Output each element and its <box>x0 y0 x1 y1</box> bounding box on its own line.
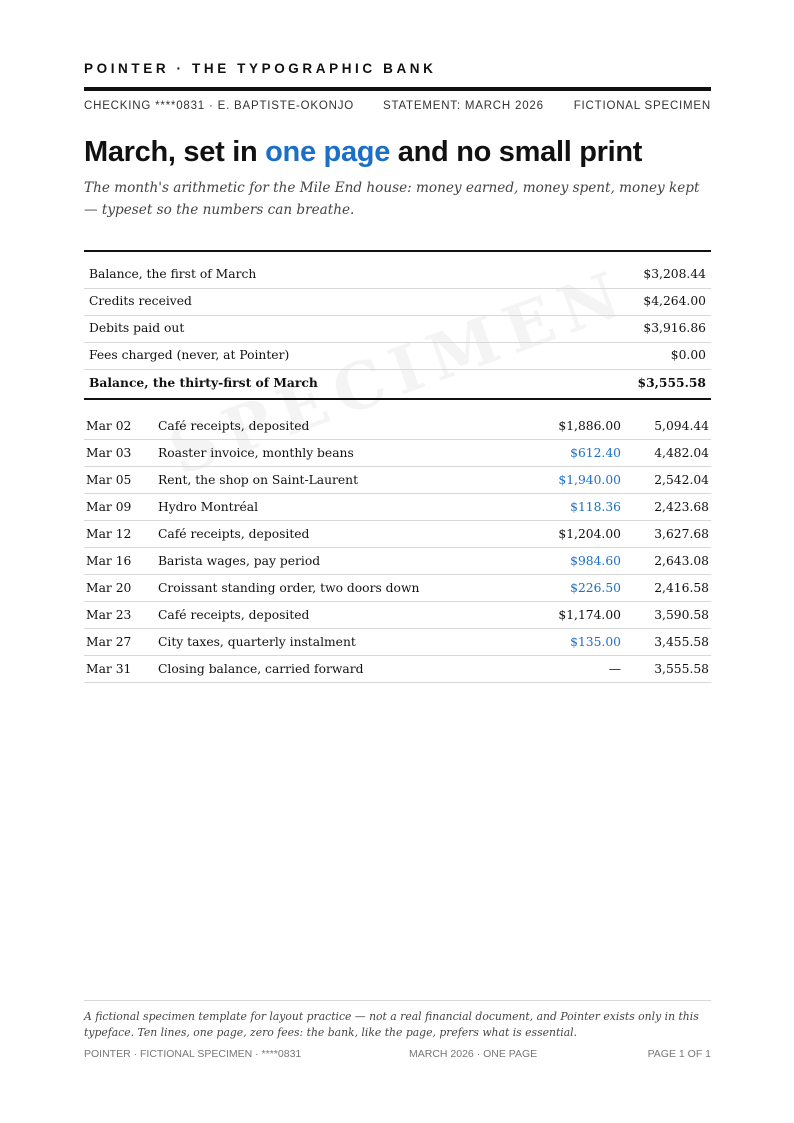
ledger-row <box>84 602 711 629</box>
ledger-description: Rent, the shop on Saint-Laurent <box>158 473 359 487</box>
summary-amount: $0.00 <box>670 348 706 362</box>
summary-label: Credits received <box>89 294 192 308</box>
ledger-amount: $1,204.00 <box>558 527 621 541</box>
ledger-date: Mar 31 <box>86 662 132 676</box>
summary-amount: $3,555.58 <box>637 375 706 390</box>
summary-label: Debits paid out <box>89 321 185 335</box>
footer-bar <box>84 1048 711 1062</box>
summary-row <box>84 343 711 370</box>
ledger-date: Mar 05 <box>86 473 132 487</box>
transaction-ledger <box>84 413 711 683</box>
ledger-amount: $984.60 <box>570 554 621 568</box>
summary-amount: $4,264.00 <box>643 294 706 308</box>
footer-page-number: PAGE 1 OF 1 <box>647 1048 711 1060</box>
ledger-row <box>84 413 711 440</box>
ledger-row <box>84 494 711 521</box>
ledger-date: Mar 12 <box>86 527 132 541</box>
ledger-balance: 2,423.68 <box>654 500 709 514</box>
ledger-amount: $118.36 <box>570 500 621 514</box>
ledger-amount: $1,940.00 <box>558 473 621 487</box>
summary-amount: $3,208.44 <box>643 267 706 281</box>
title-before: March, set in <box>84 136 266 168</box>
ledger-description: Hydro Montréal <box>158 500 259 514</box>
ledger-row <box>84 575 711 602</box>
ledger-balance: 2,643.08 <box>654 554 709 568</box>
summary-amount: $3,916.86 <box>643 321 706 335</box>
ledger-row <box>84 521 711 548</box>
title-accent: one page <box>265 136 391 168</box>
ledger-row <box>84 656 711 683</box>
ledger-balance: 2,416.58 <box>654 581 709 595</box>
ledger-date: Mar 23 <box>86 608 132 622</box>
summary-label: Balance, the thirty-first of March <box>89 375 318 390</box>
ledger-description: Roaster invoice, monthly beans <box>158 446 354 460</box>
ledger-balance: 3,590.58 <box>654 608 709 622</box>
title-after: and no small print <box>390 136 643 168</box>
ledger-amount: $1,886.00 <box>558 419 621 433</box>
ledger-amount: — <box>608 662 621 676</box>
ledger-date: Mar 02 <box>86 419 132 433</box>
ledger-description: Barista wages, pay period <box>158 554 321 568</box>
ledger-description: Café receipts, deposited <box>158 419 310 433</box>
ledger-row <box>84 629 711 656</box>
bank-brand: POINTER · THE TYPOGRAPHIC BANK <box>84 61 437 76</box>
footer-left: POINTER · FICTIONAL SPECIMEN · ****0831 <box>84 1048 302 1060</box>
ledger-date: Mar 27 <box>86 635 132 649</box>
summary-label: Fees charged (never, at Pointer) <box>89 348 290 362</box>
balance-summary <box>84 250 711 400</box>
ledger-balance: 3,627.68 <box>654 527 709 541</box>
ledger-description: Closing balance, carried forward <box>158 662 364 676</box>
ledger-balance: 3,455.58 <box>654 635 709 649</box>
ledger-balance: 3,555.58 <box>654 662 709 676</box>
ledger-row <box>84 440 711 467</box>
footer-note: A fictional specimen template for layout practice — not a real financial document, and Pointer exists only in this typeface. Ten lines, one page, zero fees: the bank, like the page, prefers what is essential. <box>84 1010 699 1039</box>
ledger-balance: 4,482.04 <box>654 446 709 460</box>
ledger-description: Croissant standing order, two doors down <box>158 581 420 595</box>
ledger-row <box>84 467 711 494</box>
ledger-date: Mar 16 <box>86 554 132 568</box>
ledger-description: Café receipts, deposited <box>158 608 310 622</box>
header-rule <box>84 87 711 91</box>
ledger-amount: $226.50 <box>570 581 621 595</box>
summary-total-row <box>84 370 711 398</box>
summary-row <box>84 316 711 343</box>
ledger-description: City taxes, quarterly instalment <box>158 635 356 649</box>
summary-row <box>84 289 711 316</box>
account-info: CHECKING ****0831 · E. BAPTISTE-OKONJO <box>84 100 355 112</box>
ledger-amount: $1,174.00 <box>558 608 621 622</box>
ledger-balance: 2,542.04 <box>654 473 709 487</box>
specimen-label: FICTIONAL SPECIMEN <box>573 100 711 112</box>
ledger-date: Mar 09 <box>86 500 132 514</box>
page-title <box>84 136 711 169</box>
footer-center: MARCH 2026 · ONE PAGE <box>409 1048 538 1060</box>
ledger-balance: 5,094.44 <box>654 419 709 433</box>
ledger-description: Café receipts, deposited <box>158 527 310 541</box>
ledger-row <box>84 548 711 575</box>
ledger-date: Mar 20 <box>86 581 132 595</box>
ledger-amount: $612.40 <box>570 446 621 460</box>
ledger-amount: $135.00 <box>570 635 621 649</box>
page-subtitle: The month's arithmetic for the Mile End house: money earned, money spent, money kept — typeset so the numbers can breathe. <box>84 180 700 218</box>
ledger-date: Mar 03 <box>86 446 132 460</box>
footer-rule <box>84 1000 711 1001</box>
summary-row <box>84 262 711 289</box>
summary-label: Balance, the first of March <box>89 267 257 281</box>
statement-period: STATEMENT: MARCH 2026 <box>383 100 544 112</box>
